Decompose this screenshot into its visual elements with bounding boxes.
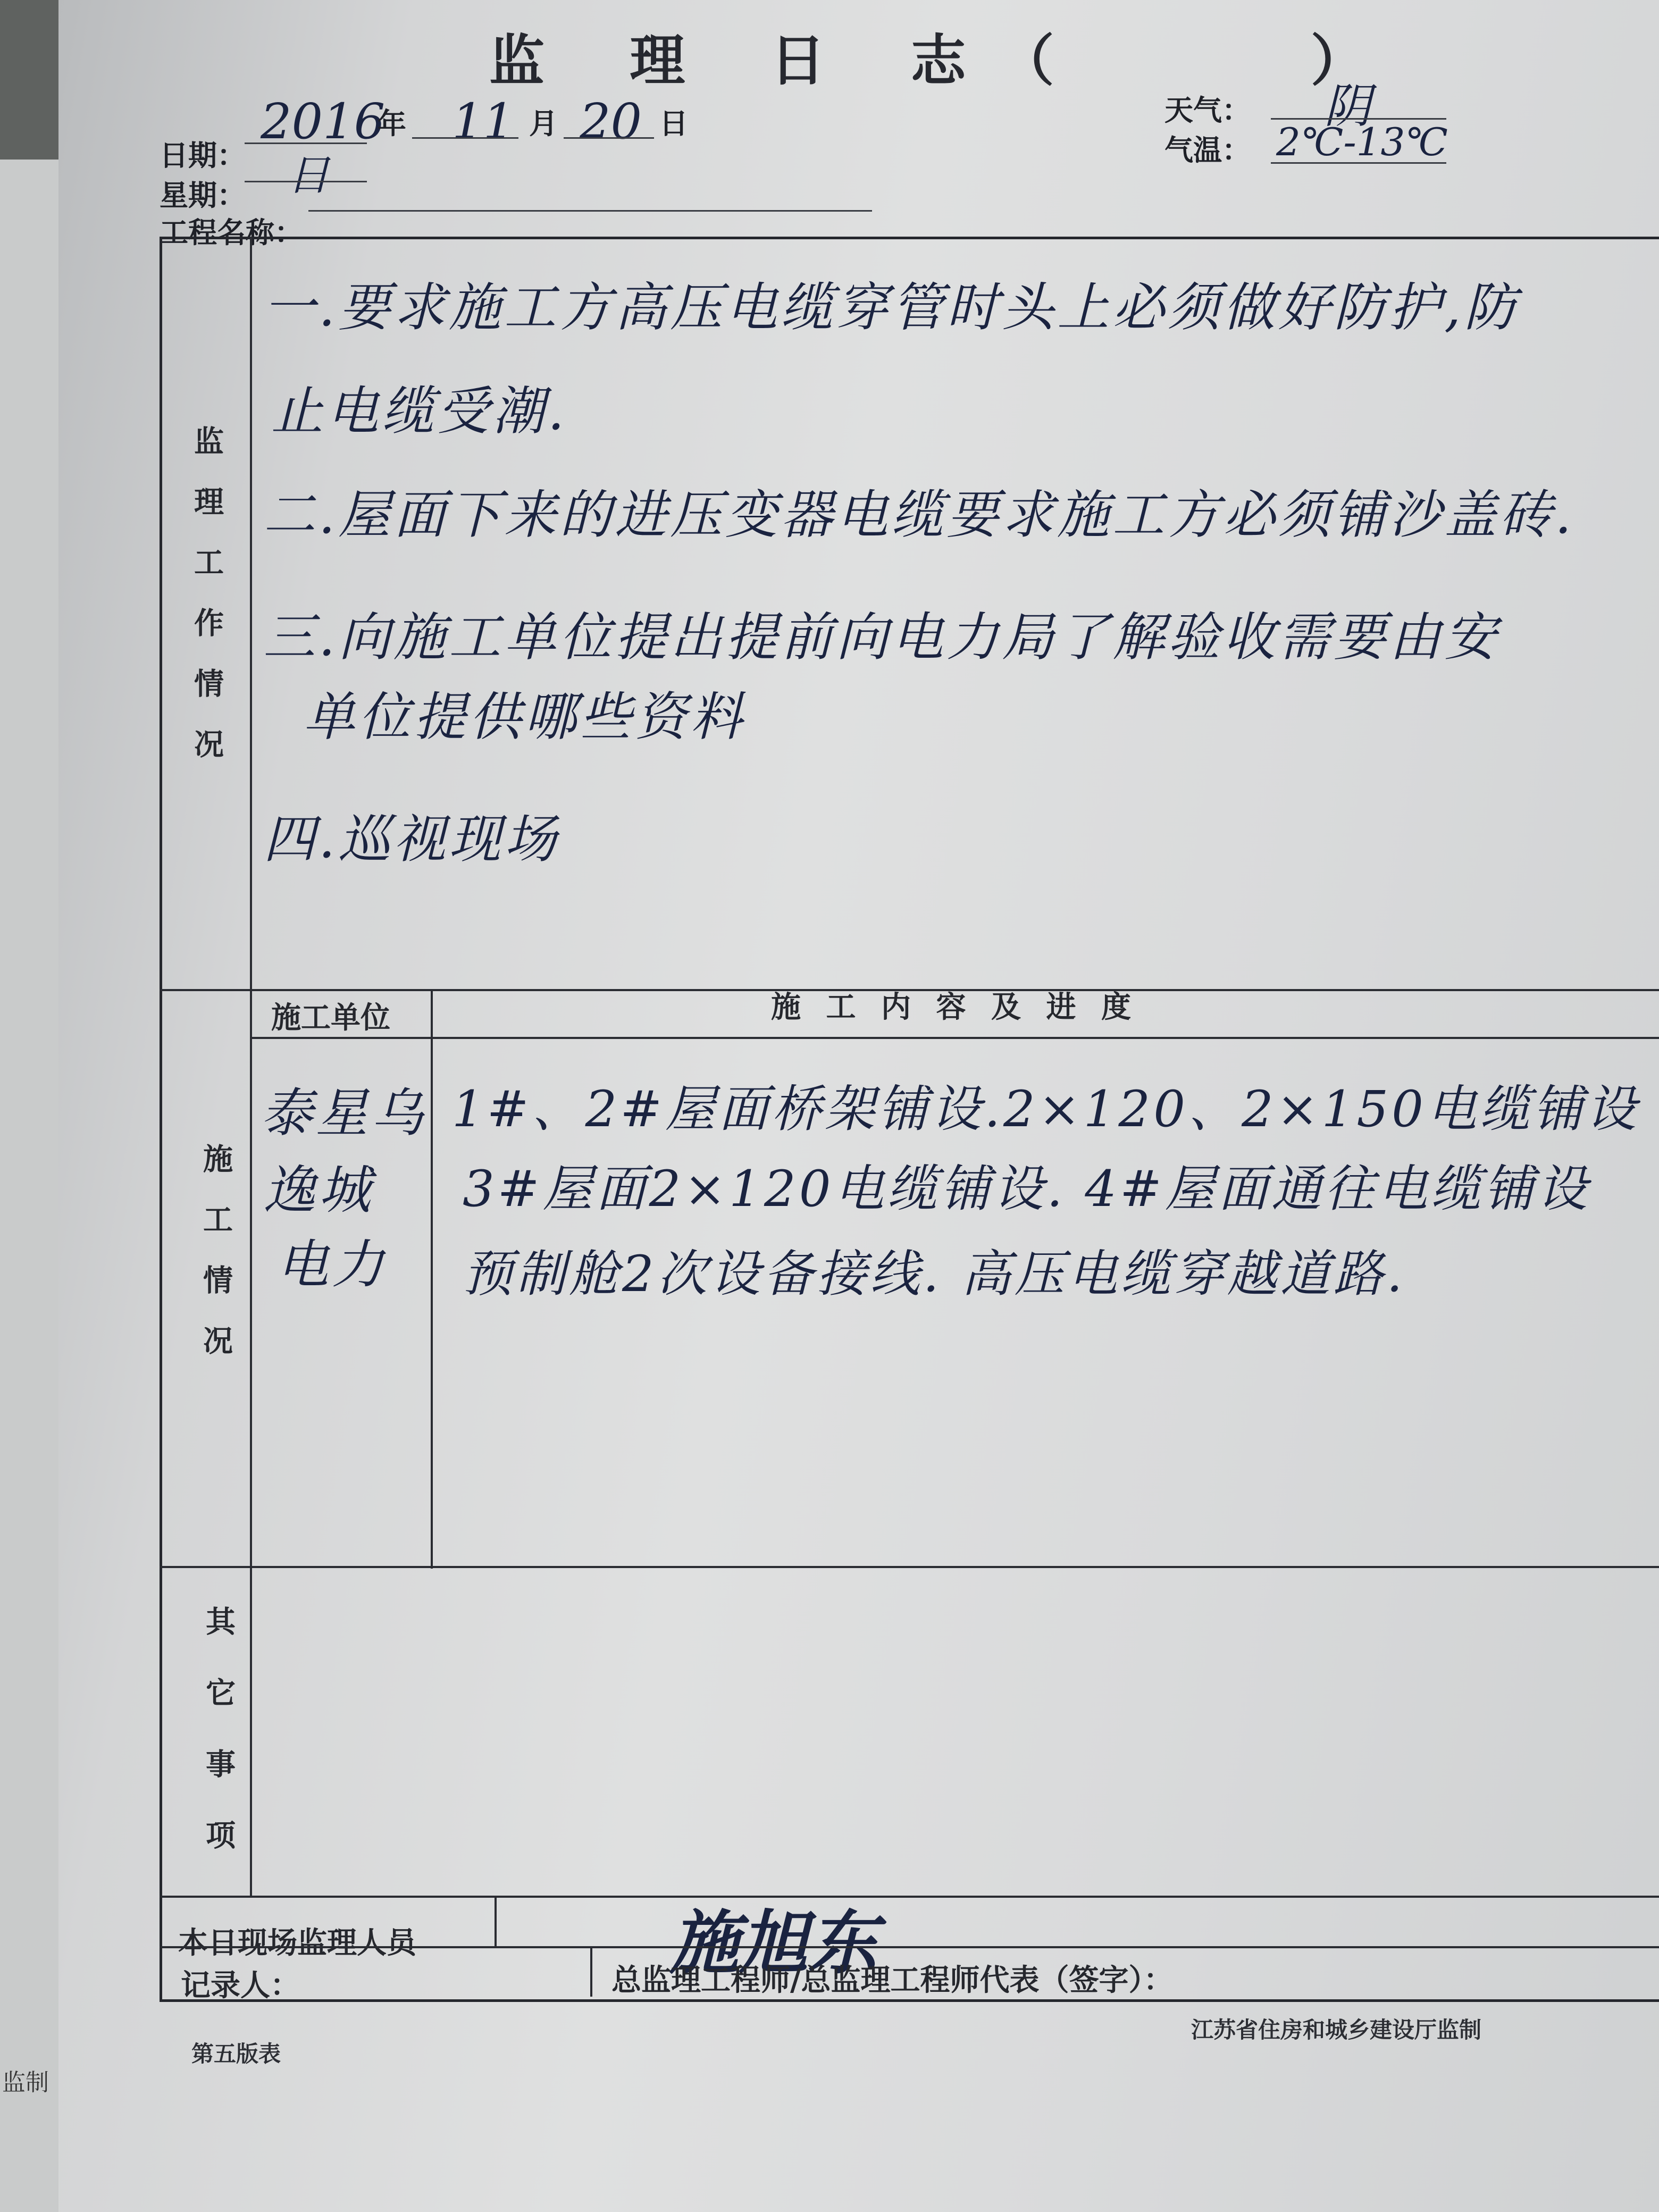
section-divider-2 [160, 1566, 1659, 1568]
unit-line-1: 泰星乌 [261, 1083, 427, 1144]
temp-label: 气温： [1164, 133, 1251, 167]
construction-line-3: 预制舱2次设备接线. 高压电缆穿越道路. [463, 1245, 1406, 1303]
construction-line-2: 3#屋面2×120电缆铺设. 4#屋面通往电缆铺设 [463, 1160, 1590, 1218]
staff-label: 本日现场监理人员 [178, 1926, 416, 1960]
date-day-value: 20 [580, 93, 642, 150]
supervision-line-3: 二.屋面下来的进压变器电缆要求施工方必须铺沙盖砖. [263, 485, 1575, 546]
year-suffix: 年 [378, 107, 406, 140]
unit-column-divider [431, 989, 433, 1569]
recorder-column-divider [590, 1946, 592, 1997]
temp-line [1271, 162, 1446, 164]
recorder-label: 记录人： [181, 1968, 300, 2003]
section-divider-4 [160, 1946, 1659, 1948]
project-line [308, 210, 872, 212]
content-header: 施 工 内 容 及 进 度 [771, 990, 1138, 1025]
supervision-line-5: 单位提供哪些资料 [303, 687, 746, 748]
week-label: 星期： [160, 179, 246, 212]
supervision-label: 监理工作情况 [189, 425, 224, 789]
page-title [489, 16, 1399, 96]
weather-value: 阴 [1324, 79, 1371, 133]
issuer-label: 江苏省住房和城乡建设厅监制 [1191, 2017, 1482, 2043]
title-text: 监 理 日 志（ [489, 28, 1087, 93]
edition-label: 第五版表 [191, 2041, 281, 2067]
supervision-line-1: 一.要求施工方高压电缆穿管时头上必须做好防护,防 [263, 278, 1520, 338]
construction-line-1: 1#、2#屋面桥架铺设.2×120、2×150电缆铺设 [452, 1080, 1639, 1138]
week-line [245, 181, 367, 182]
section-divider-3 [160, 1896, 1659, 1898]
unit-header: 施工单位 [271, 1001, 390, 1035]
date-month-value: 11 [452, 93, 515, 150]
label-column-divider [250, 237, 252, 1896]
date-year-value: 2016 [261, 93, 386, 150]
title-close: ） [1310, 28, 1399, 93]
project-label: 工程名称： [160, 216, 303, 249]
staff-column-divider [495, 1896, 497, 1946]
supervision-line-2: 止电缆受潮. [271, 381, 568, 442]
temp-value: 2℃-13℃ [1276, 120, 1448, 164]
construction-label: 施工情况 [198, 1143, 233, 1386]
unit-line-2: 逸城 [263, 1160, 374, 1221]
log-sheet [58, 0, 1659, 2212]
underlying-page-text: 监制 [2, 2069, 49, 2096]
date-month-line [412, 137, 518, 139]
month-suffix: 月 [529, 107, 558, 140]
supervision-line-4: 三.向施工单位提出提前向电力局了解验收需要由安 [263, 607, 1500, 668]
supervision-line-6: 四.巡视现场 [263, 809, 560, 870]
week-value: 日 [287, 150, 330, 200]
date-label: 日期： [160, 139, 246, 172]
unit-line-3: 电力 [276, 1235, 388, 1295]
staff-signature: 施旭东 [670, 1902, 878, 1983]
day-suffix: 日 [659, 107, 688, 140]
chief-label: 总监理工程师/总监理工程师代表（签字）： [611, 1963, 1174, 1998]
date-day-line [564, 137, 654, 139]
other-label: 其它事项 [201, 1606, 236, 1891]
construction-header-divider [250, 1037, 1659, 1039]
weather-label: 天气： [1164, 94, 1251, 127]
